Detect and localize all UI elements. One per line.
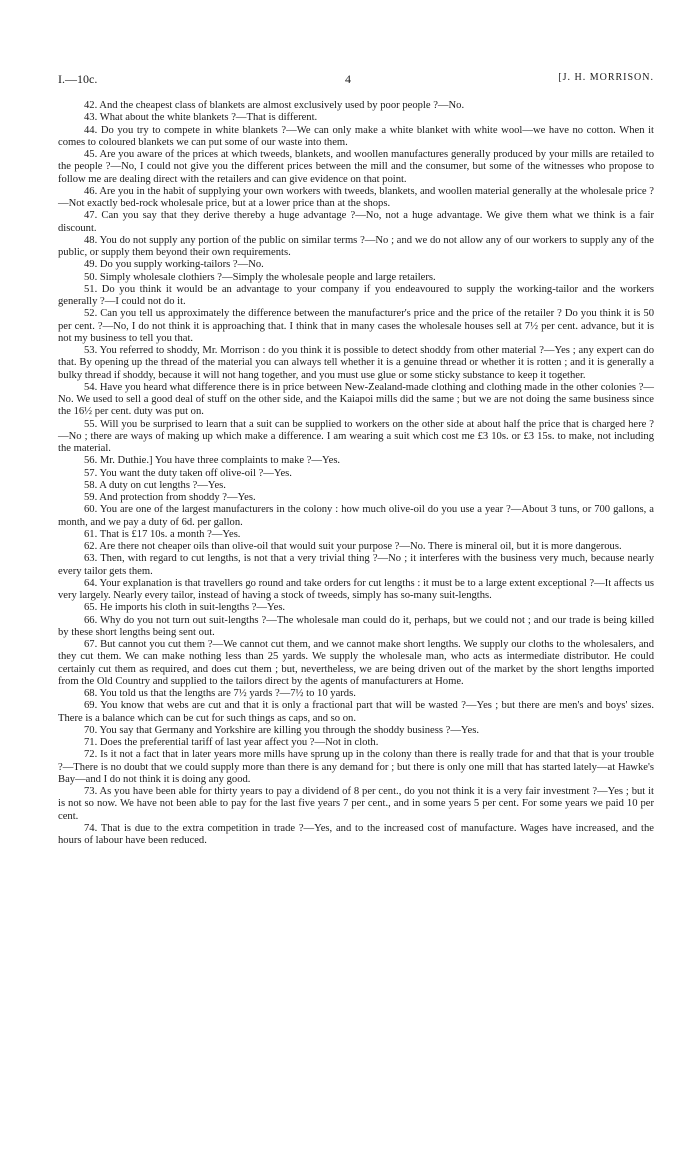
paragraph-50: 50. Simply wholesale clothiers ?—Simply the wholesale people and large retailers.	[84, 271, 436, 283]
paragraph-43: 43. What about the white blankets ?—That is different.	[84, 112, 318, 124]
witness-name: [J. H. MORRISON.	[558, 72, 654, 83]
paragraph-66: 66. Why do you not turn out suit-lengths ?—The wholesale man could do it, perhaps, but we could not ; and our trade is being killed by these short lengths being sent out.	[58, 614, 654, 638]
page-number: 4	[345, 72, 351, 86]
paragraph-55: 55. Will you be surprised to learn that a suit can be supplied to workers on the other side at about half the price that is charged here ?—No ; there are ways of making up which make a difference. I am wearing a suit which cost me £3 10s. or £3 15s. to make, not including the material.	[58, 418, 654, 454]
paragraph-71: 71. Does the preferential tariff of last year affect you ?—Not in cloth.	[84, 737, 379, 748]
paragraph-45: 45. Are you aware of the prices at which tweeds, blankets, and woollen manufactures generally produced by your mills are retailed to the people ?—No, I could not give you the different prices between the mill and the consumer, but some of the witnesses who propose to follow me are dealing direct with the retailers and can give evidence on that point.	[58, 149, 654, 185]
paragraph-54: 54. Have you heard what difference there is in price between New-Zealand-made clothing and clothing made in the other colonies ?—No. We used to sell a good deal of stuff on the other side, and the Kaiapoi mills did the same ; but we are not doing the same business since the 16½ per cent. duty was put on.	[58, 381, 654, 418]
paragraph-44: 44. Do you try to compete in white blankets ?—We can only make a white blanket with white wool—we have no cotton. When it comes to coloured blankets we can put some of our waste into them.	[58, 124, 654, 148]
document-body	[58, 100, 654, 847]
paragraph-58: 58. A duty on cut lengths ?—Yes.	[84, 479, 226, 491]
document-reference: I.—10c.	[58, 72, 98, 86]
paragraph-48: 48. You do not supply any portion of the public on similar terms ?—No ; and we do not allow any of our workers to supply any of the public, or supply them beyond their own requirements.	[58, 234, 654, 258]
paragraph-46: 46. Are you in the habit of supplying your own workers with tweeds, blankets, and woollen material generally at the wholesale price ?—Not exactly bed-rock wholesale price, but at a lower price than at the shops.	[58, 185, 654, 209]
paragraph-56: 56. Mr. Duthie.] You have three complaints to make ?—Yes.	[84, 455, 341, 467]
paragraph-53: 53. You referred to shoddy, Mr. Morrison : do you think it is possible to detect shoddy from other material ?—Yes ; any expert can do that. By opening up the thread of the material you can always tell whether it is a genuine thread or whether it is rotten ; and it is generally a bulky thread if shoddy, because it will not hang together, and you must use glue or some sticky substance to keep it together.	[58, 345, 654, 381]
paragraph-69: 69. You know that webs are cut and that it is only a fractional part that will be wasted ?—Yes ; but there are men's and boys' sizes. There is a balance which can be cut for such things as caps, and so on.	[58, 700, 654, 724]
paragraph-60: 60. You are one of the largest manufacturers in the colony : how much olive-oil do you use a year ?—About 3 tuns, or 700 gallons, a month, and we pay a duty of 6d. per gallon.	[58, 504, 654, 528]
paragraph-72: 72. Is it not a fact that in later years more mills have sprung up in the colony than there is really trade for and that that is your trouble ?—There is no doubt that we could supply more than there is any demand for ; but there is only one mill that has started lately—at Hawke's Bay—and I do not think it is doing any good.	[58, 749, 654, 785]
paragraph-61: 61. That is £17 10s. a month ?—Yes.	[84, 528, 241, 540]
paragraph-42: 42. And the cheapest class of blankets are almost exclusively used by poor people ?—No.	[84, 100, 465, 111]
paragraph-65: 65. He imports his cloth in suit-lengths ?—Yes.	[84, 602, 286, 614]
paragraph-47: 47. Can you say that they derive thereby a huge advantage ?—No, not a huge advantage. We give them what we think is a fair discount.	[58, 210, 654, 234]
paragraph-73: 73. As you have been able for thirty years to pay a dividend of 8 per cent., do you not think it is a very fair investment ?—Yes ; but it is not so now. We have not been able to pay for the last five years 7 per cent., and in some years 5 per cent. For some years we paid 10 per cent.	[58, 786, 654, 822]
paragraph-67: 67. But cannot you cut them ?—We cannot cut them, and we cannot make short lengths. We supply our cloths to the wholesalers, and they cut them. We can make nothing less than 25 yards. We supply the wholesale man, who acts as intermediate distributor. He could certainly cut them as required, and does cut them ; but, nevertheless, we are being driven out of the market by the short lengths imported from the Old Country and supplied to the tailors direct by the agents of manufacturers at Home.	[58, 639, 654, 687]
paragraph-52: 52. Can you tell us approximately the difference between the manufacturer's price and the price of the retailer ? Do you think it is 50 per cent. ?—No, I do not think it is approaching that. I think that in many cases the wholesale houses sell at 7½ per cent. advance, but it is not my business to tell you that.	[58, 308, 654, 344]
paragraph-68: 68. You told us that the lengths are 7½ yards ?—7½ to 10 yards.	[84, 688, 356, 699]
paragraph-74: 74. That is due to the extra competition in trade ?—Yes, and to the increased cost of manufacture. Wages have increased, and the hours of labour have been reduced.	[58, 822, 654, 846]
paragraph-57: 57. You want the duty taken off olive-oil ?—Yes.	[84, 467, 292, 479]
paragraph-51: 51. Do you think it would be an advantage to your company if you endeavoured to supply the working-tailor and the workers generally ?—I could not do it.	[58, 283, 654, 307]
paragraph-70: 70. You say that Germany and Yorkshire are killing you through the shoddy business ?—Yes.	[84, 724, 479, 736]
paragraph-49: 49. Do you supply working-tailors ?—No.	[84, 259, 264, 271]
paragraph-62: 62. Are there not cheaper oils than olive-oil that would suit your purpose ?—No. There is mineral oil, but it is more dangerous.	[84, 541, 622, 552]
page-header	[58, 72, 654, 88]
paragraph-59: 59. And protection from shoddy ?—Yes.	[84, 492, 256, 503]
paragraph-64: 64. Your explanation is that travellers go round and take orders for cut lengths : it must be to a large extent exceptional ?—It affects us very largely. Nearly every tailor, instead of having a stock of tweeds, simply has so-many suit-lengths.	[58, 577, 654, 601]
paragraph-63: 63. Then, with regard to cut lengths, is not that a very trivial thing ?—No ; it interferes with the business very much, because nearly every tailor gets them.	[58, 553, 654, 577]
